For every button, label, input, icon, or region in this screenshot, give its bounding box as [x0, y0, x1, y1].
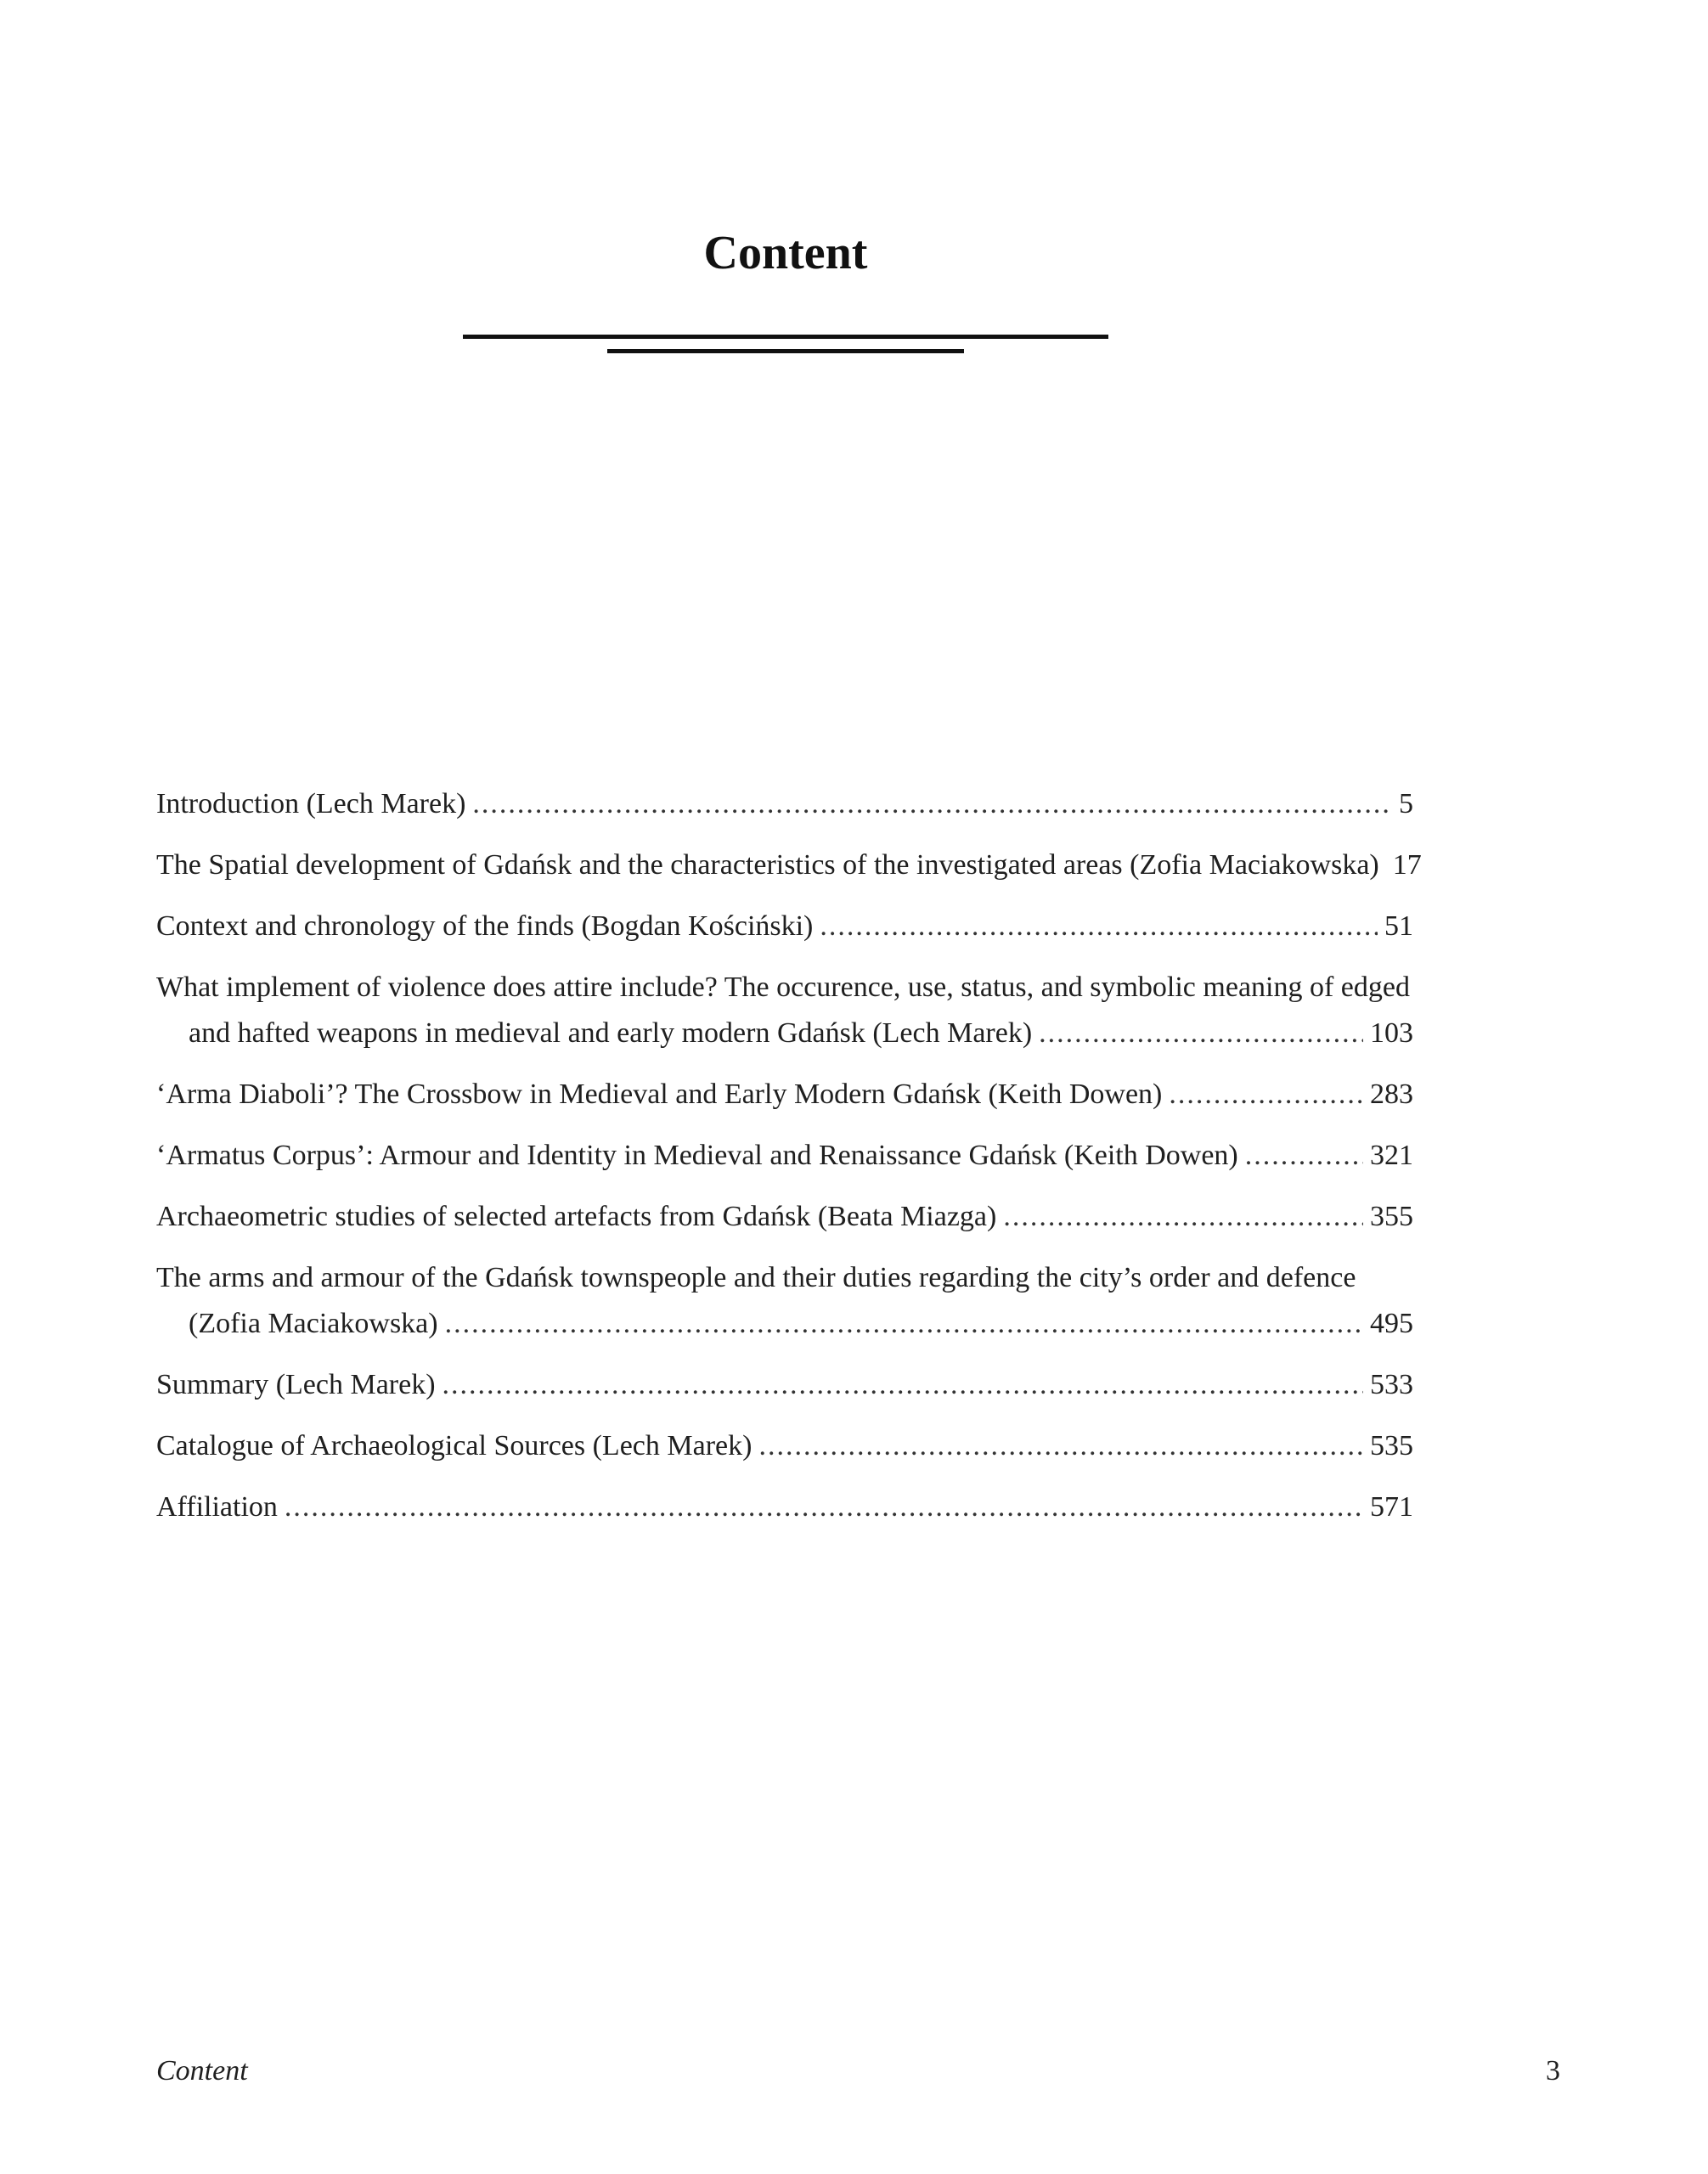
toc-leader: [285, 1484, 1363, 1530]
title-rule-long: [463, 335, 1108, 339]
toc-leader: [472, 781, 1392, 827]
toc-entry[interactable]: [156, 904, 1413, 949]
toc-entry[interactable]: [156, 1194, 1413, 1240]
toc-leader: [758, 1423, 1363, 1469]
toc-entry-title: The Spatial development of Gdańsk and the characteristics of the investigated areas (Zofia Maciakowska): [156, 849, 1379, 881]
toc-entry[interactable]: [156, 1072, 1413, 1118]
page-title: Content: [703, 227, 868, 279]
toc-entry[interactable]: [156, 1362, 1413, 1408]
toc-entry-title-line-2: and hafted weapons in medieval and early modern Gdańsk (Lech Marek): [189, 1017, 1033, 1049]
toc-entry[interactable]: [156, 1423, 1413, 1469]
toc-leader: [1039, 1011, 1363, 1056]
toc-entry-title: Context and chronology of the finds (Bogdan Kościński): [156, 910, 814, 942]
running-footer-title: Content: [156, 2055, 248, 2087]
toc-entry-title: ‘Arma Diaboli’? The Crossbow in Medieval and Early Modern Gdańsk (Keith Dowen): [156, 1079, 1163, 1110]
toc-entry[interactable]: [156, 965, 1413, 1056]
toc-entry-title: Affiliation: [156, 1491, 278, 1523]
toc-leader: [1169, 1072, 1363, 1118]
toc-entry-page: 321: [1370, 1140, 1413, 1171]
toc-entry[interactable]: [156, 842, 1422, 888]
toc-leader: [820, 904, 1378, 949]
toc-entry[interactable]: [156, 781, 1413, 827]
toc-entry[interactable]: [156, 1255, 1413, 1347]
toc-entry-page: 103: [1370, 1017, 1413, 1049]
page-number: 3: [1546, 2055, 1560, 2087]
toc-entry-page: 355: [1370, 1201, 1413, 1232]
toc-entry-title-line-1: The arms and armour of the Gdańsk townspeople and their duties regarding the city’s order and defence: [156, 1262, 1356, 1293]
toc-entry-title-line-1: What implement of violence does attire include? The occurence, use, status, and symbolic meaning of edged: [156, 972, 1410, 1003]
toc-entry-page: 51: [1384, 910, 1413, 942]
toc-leader: [445, 1301, 1363, 1347]
toc-entry-title-line-2: (Zofia Maciakowska): [189, 1308, 438, 1339]
title-rule-short: [607, 349, 964, 353]
toc-entry-page: 533: [1370, 1369, 1413, 1400]
toc-entry-page: 571: [1370, 1491, 1413, 1523]
toc-entry-page: 495: [1370, 1308, 1413, 1339]
toc-entry-page: 5: [1399, 788, 1413, 819]
toc-entry-page: 535: [1370, 1430, 1413, 1462]
toc-leader: [443, 1362, 1363, 1408]
table-of-contents: [156, 781, 1422, 1546]
toc-entry-title: Catalogue of Archaeological Sources (Lech Marek): [156, 1430, 753, 1462]
toc-entry[interactable]: [156, 1484, 1413, 1530]
toc-entry[interactable]: [156, 1133, 1413, 1179]
toc-leader: [1003, 1194, 1363, 1240]
toc-entry-title: Summary (Lech Marek): [156, 1369, 436, 1400]
toc-entry-title: Archaeometric studies of selected artefacts from Gdańsk (Beata Miazga): [156, 1201, 997, 1232]
toc-entry-title: ‘Armatus Corpus’: Armour and Identity in Medieval and Renaissance Gdańsk (Keith Dowen): [156, 1140, 1238, 1171]
toc-entry-page: 17: [1392, 849, 1422, 881]
toc-leader: [1245, 1133, 1363, 1179]
toc-entry-title: Introduction (Lech Marek): [156, 788, 466, 819]
toc-entry-page: 283: [1370, 1079, 1413, 1110]
